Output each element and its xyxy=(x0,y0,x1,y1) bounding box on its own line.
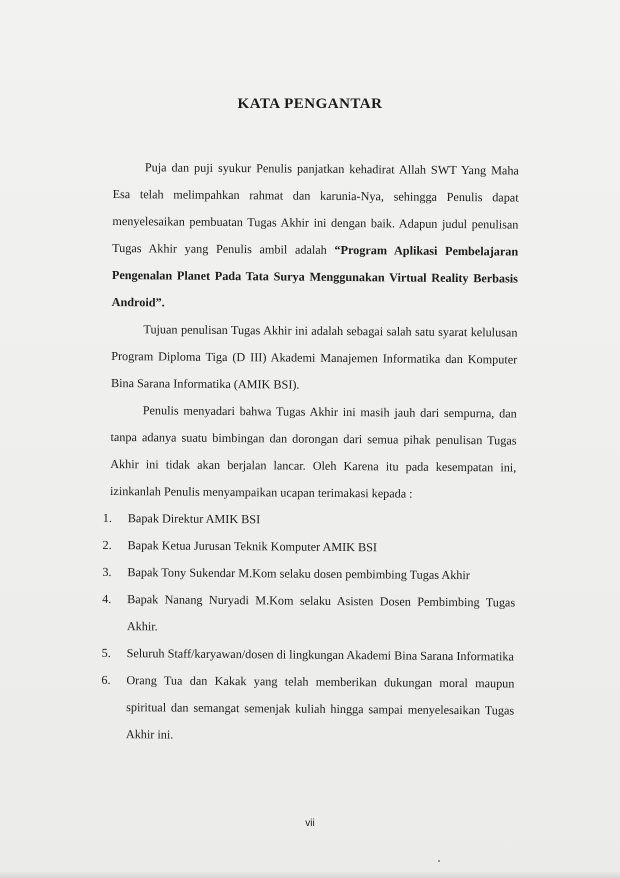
paragraph-intro-text: Puja dan puji syukur Penulis panjatkan kehadirat Allah SWT Yang Maha Esa telah melimpahkan rahmat dan karunia-Nya, sehingga Penulis dapat menyelesaikan pembuatan Tugas Akhir ini dengan baik. Adapun judul penulisan Tugas Akhir yang Penulis ambil adalah xyxy=(112,160,519,257)
list-item xyxy=(101,640,515,671)
page-bottom-edge xyxy=(0,872,620,878)
list-item-number: 4. xyxy=(102,591,112,607)
list-item xyxy=(102,586,516,644)
list-item-text: Seluruh Staff/karyawan/dosen di lingkungan Akademi Bina Sarana Informatika xyxy=(126,646,515,664)
scan-speck xyxy=(438,860,440,862)
list-item xyxy=(102,532,515,563)
paragraph-purpose: Tujuan penulisan Tugas Akhir ini adalah sebagai salah satu syarat kelulusan Program Diploma Tiga (D III) Akademi Manajemen Informatika dan Komputer Bina Sarana Informatika (AMIK BSI). xyxy=(110,322,518,392)
acknowledgement-list xyxy=(101,505,516,752)
paragraph-acknowledgement: Penulis menyadari bahwa Tugas Akhir ini masih jauh dari sempurna, dan tanpa adanya suatu bimbingan dan dorongan dari semua pihak penulisan Tugas Akhir ini tidak akan berjalan lancar. Oleh Karena itu pada kesempatan ini, izinkanlah Penulis menyampaikan ucapan terimakasi kepada : xyxy=(109,403,517,501)
list-item xyxy=(102,559,515,590)
list-item-number: 5. xyxy=(101,645,111,660)
list-item-text: Orang Tua dan Kakak yang telah memberikan dukungan moral maupun spiritual dan semangat semenjak kuliah hingga sampai menyelesaikan Tugas Akhir ini. xyxy=(125,673,515,742)
page-number: vii xyxy=(305,818,315,829)
list-item xyxy=(101,667,515,752)
list-item xyxy=(102,505,516,536)
list-item-number: 6. xyxy=(101,672,111,687)
list-item-text: Bapak Nanang Nuryadi M.Kom selaku Asisten Dosen Pembimbing Tugas Akhir. xyxy=(126,592,516,634)
list-item-text: Bapak Tony Sukendar M.Kom selaku dosen pembimbing Tugas Akhir xyxy=(127,565,470,583)
paragraph-intro xyxy=(112,154,519,320)
list-item-number: 2. xyxy=(102,537,112,553)
list-item-number: 1. xyxy=(102,510,113,526)
list-item-number: 3. xyxy=(102,564,112,580)
thesis-title-bold: “Program Aplikasi Pembelajaran Pengenalan Planet Pada Tata Surya Menggunakan Virtual Reality Berbasis Android”. xyxy=(111,242,519,310)
list-item-text: Bapak Direktur AMIK BSI xyxy=(127,511,261,527)
list-item-text: Bapak Ketua Jurusan Teknik Komputer AMIK BSI xyxy=(127,538,378,555)
page-title: KATA PENGANTAR xyxy=(237,96,383,112)
body-text xyxy=(101,154,519,752)
